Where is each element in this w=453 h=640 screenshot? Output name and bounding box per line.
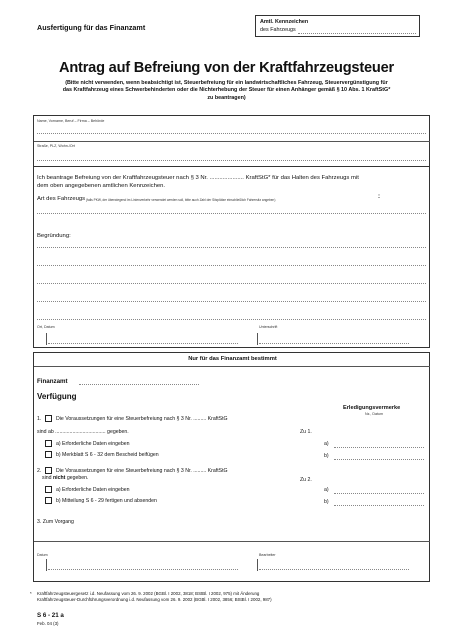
item1-checkbox[interactable] xyxy=(45,415,52,422)
reason-line[interactable] xyxy=(37,319,426,320)
reason-label: Begründung: xyxy=(37,233,71,239)
signature-field[interactable] xyxy=(259,343,409,344)
erledigung-sub: Nz., Datum xyxy=(365,412,383,416)
clerk-label: Bearbeiter xyxy=(259,553,276,557)
verfuegung-label: Verfügung xyxy=(37,392,77,401)
request-text-2: dem oben angegebenen amtlichen Kennzeichen. xyxy=(37,183,166,189)
reason-line[interactable] xyxy=(37,301,426,302)
item1-ref: Zu 1. xyxy=(300,429,312,435)
item2-line2: sind nicht gegeben. xyxy=(42,475,89,481)
date-label: Datum xyxy=(37,553,48,557)
form-code: S 6 - 21 a xyxy=(37,612,64,619)
copy-label: Ausfertigung für das Finanzamt xyxy=(37,23,146,32)
form-title: Antrag auf Befreiung von der Kraftfahrzeugsteuer xyxy=(58,60,395,76)
reason-line[interactable] xyxy=(37,247,426,248)
vehicle-type-field[interactable] xyxy=(37,213,426,214)
plate-label: Amtl. Kennzeichen xyxy=(260,19,309,25)
clerk-field[interactable] xyxy=(259,569,409,570)
item2a-text: a) Erforderliche Daten eingeben xyxy=(56,487,130,493)
reason-line[interactable] xyxy=(37,283,426,284)
office-box xyxy=(33,352,430,582)
plate-box xyxy=(255,15,420,37)
item1b-text: b) Merkblatt S 6 - 32 dem Bescheid beifügen xyxy=(56,452,159,458)
item1b-mark: b) xyxy=(324,453,329,459)
plate-field[interactable] xyxy=(298,33,416,34)
item1a-text: a) Erforderliche Daten eingeben xyxy=(56,441,130,447)
place-date-field[interactable] xyxy=(48,343,238,344)
applicant-box xyxy=(33,115,430,167)
item2b-field[interactable] xyxy=(334,505,424,506)
reason-line[interactable] xyxy=(37,265,426,266)
item1b-field[interactable] xyxy=(334,459,424,460)
item2a-mark: a) xyxy=(324,487,329,493)
item1-number: 1. xyxy=(37,416,42,422)
request-box: Ich beantrage Befreiung von der Kraftfahrzeugsteuer nach § 3 Nr. ..................... KraftStG* für das Halten des Fahrzeugs mit dem oben angegebenen amtlichen Kennzeichen. Art des Fahrzeugs (falls PKW, der überwiegend im Linienverkehr verwendet werden soll, bitte auch Zahl der Sitzplätze einschließlich Fahrersitz angeben) : Begründung: Ort, Datum Unterschrift xyxy=(33,167,430,348)
item1b-checkbox[interactable] xyxy=(45,451,52,458)
address-field[interactable] xyxy=(37,160,426,161)
finanzamt-field[interactable] xyxy=(79,384,199,385)
item2b-checkbox[interactable] xyxy=(45,497,52,504)
item1a-checkbox[interactable] xyxy=(45,440,52,447)
finanzamt-label: Finanzamt xyxy=(37,378,68,385)
request-text-1: Ich beantrage Befreiung von der Kraftfahrzeugsteuer nach § 3 Nr. ..................... KraftStG* für das Halten des Fahrzeugs mit xyxy=(37,175,359,181)
name-label: Name, Vorname, Beruf – Firma – Behörde xyxy=(37,119,105,123)
name-field[interactable] xyxy=(37,133,426,134)
footnote-mark: * xyxy=(30,591,32,596)
item2b-text: b) Mitteilung S 6 - 29 fertigen und absenden xyxy=(56,498,157,504)
item2-text: Die Voraussetzungen für eine Steuerbefreiung nach § 3 Nr. ......... KraftStG xyxy=(56,468,228,474)
item2a-checkbox[interactable] xyxy=(45,486,52,493)
plate-sub: des Fahrzeugs xyxy=(260,27,296,33)
item2a-field[interactable] xyxy=(334,493,424,494)
address-label: Straße, PLZ, Wohn-/Ort xyxy=(37,144,75,148)
date-field[interactable] xyxy=(48,569,238,570)
form-subtitle: (Bitte nicht verwenden, wenn beabsichtigt ist, Steuerbefreiung für ein landwirtschaftliches Fahrzeug, Steuervergünstigung für das Kraftfahrzeug eines Schwerbehinderten oder die Nichterhebung der Steuer für einen Anhänger gemäß § 10 Abs. 1 KraftStG* zu beantragen) xyxy=(62,80,391,101)
item1a-field[interactable] xyxy=(334,447,424,448)
item2b-mark: b) xyxy=(324,499,329,505)
signature-label: Unterschrift xyxy=(259,325,278,329)
footnote-line-2: Kraftfahrzeugsteuer-Durchführungsverordnung i.d. Neufassung vom 26. 9. 2002 (BGBl. I 2002, 3856; BStBl. I 2002, 987) xyxy=(37,597,272,602)
erledigung-label: Erledigungsvermerke xyxy=(343,405,401,411)
office-heading: Nur für das Finanzamt bestimmt xyxy=(188,356,277,362)
item1a-mark: a) xyxy=(324,441,329,447)
vehicle-type-label: Art des Fahrzeugs xyxy=(37,196,86,202)
place-date-label: Ort, Datum xyxy=(37,325,55,329)
item1-line2: sind ab ................................... gegeben. xyxy=(37,429,129,435)
vehicle-type-hint: (falls PKW, der überwiegend im Linienverkehr verwendet werden soll, bitte auch Zahl der Sitzplätze einschließlich Fahrersitz angeben) xyxy=(86,198,276,202)
item2-checkbox[interactable] xyxy=(45,467,52,474)
form-date: Feb. 04 (3) xyxy=(37,621,59,626)
item3-text: 3. Zum Vorgang xyxy=(37,519,74,525)
footnote-line-1: Kraftfahrzeugsteuergesetz i.d. Neufassung vom 26. 9. 2002 (BGBl. I 2002, 3818; BStBl. I 2002, 975) mit Änderung xyxy=(37,591,260,596)
item2-ref: Zu 2. xyxy=(300,477,312,483)
item1-text: Die Voraussetzungen für eine Steuerbefreiung nach § 3 Nr. ......... KraftStG xyxy=(56,416,228,422)
item2-number: 2. xyxy=(37,468,42,474)
